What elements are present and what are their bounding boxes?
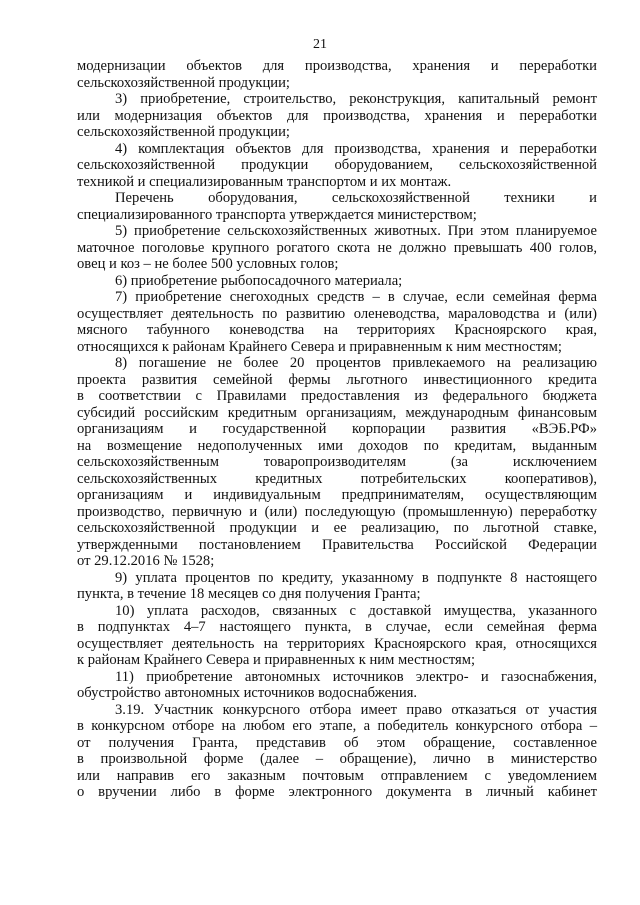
text-line: от получения Гранта, представив об этом обращение, составленное bbox=[77, 734, 597, 751]
text-line: мясного табунного коневодства на территориях Красноярского края, bbox=[77, 322, 597, 338]
text-line: обустройство автономных источников водоснабжения. bbox=[77, 685, 418, 701]
text-line: 9) уплата процентов по кредиту, указанному в подпункте 8 настоящего bbox=[115, 569, 597, 586]
text-line: на возмещение недополученных ими доходов по кредитам, выданным bbox=[77, 437, 597, 454]
text-line: 3) приобретение, строительство, реконструкция, капитальный ремонт bbox=[115, 91, 597, 107]
text-line: специализированного транспорта утверждается министерством; bbox=[77, 206, 477, 223]
text-line: в конкурсном отборе на любом его этапе, а победитель конкурсного отбора – bbox=[77, 718, 597, 734]
text-line: организациям и индивидуальным предпринимателям, осуществляющим bbox=[77, 487, 597, 503]
text-line: производство, первичную и (или) последующую (промышленную) переработку bbox=[77, 503, 597, 520]
text-line: 8) погашение не более 20 процентов привлекаемого на реализацию bbox=[115, 355, 597, 371]
text-line: осуществляет деятельность по развитию оленеводства, мараловодства и (или) bbox=[77, 305, 597, 322]
text-line: Перечень оборудования, сельскохозяйственной техники и bbox=[115, 190, 597, 206]
text-line: в подпунктах 4–7 настоящего пункта, в случае, если семейная ферма bbox=[77, 619, 597, 635]
text-line: 7) приобретение снегоходных средств – в случае, если семейная ферма bbox=[115, 289, 597, 305]
text-line: в соответствии с Правилами предоставления из федерального бюджета bbox=[77, 388, 597, 404]
page-number: 21 bbox=[313, 37, 327, 52]
text-line: модернизации объектов для производства, хранения и переработки bbox=[77, 58, 597, 74]
text-line: в произвольной форме (далее – обращение), лично в министерство bbox=[77, 751, 597, 767]
text-line: сельскохозяйственной продукции; bbox=[77, 74, 290, 91]
text-line: относящихся к районам Крайнего Севера и приравненным к ним местностям; bbox=[77, 338, 562, 355]
text-line: осуществляет деятельность на территориях Красноярского края, относящихся bbox=[77, 635, 597, 652]
text-line: проекта развития семейной фермы льготного инвестиционного кредита bbox=[77, 371, 597, 388]
text-line: о вручении либо в форме электронного документа в личный кабинет bbox=[77, 784, 597, 800]
text-line: 6) приобретение рыбопосадочного материала; bbox=[115, 272, 403, 289]
text-line: от 29.12.2016 № 1528; bbox=[77, 553, 215, 569]
text-line: техникой и специализированным транспортом и их монтаж. bbox=[77, 173, 452, 190]
text-line: маточное поголовье крупного рогатого скота не должно превышать 400 голов, bbox=[77, 239, 597, 256]
text-line: или модернизация объектов для производства, хранения и переработки bbox=[77, 107, 597, 124]
text-line: сельскохозяйственных кредитных потребительских кооперативов), bbox=[77, 470, 597, 487]
text-line: пункта, в течение 18 месяцев со дня получения Гранта; bbox=[77, 586, 421, 602]
document-body bbox=[77, 58, 597, 801]
text-line: 11) приобретение автономных источников электро- и газоснабжения, bbox=[115, 668, 597, 685]
text-line: сельскохозяйственной продукции; bbox=[77, 124, 290, 140]
text-line: сельскохозяйственной продукции и ее реализацию, по льготной ставке, bbox=[77, 520, 597, 536]
text-line: субсидий российским кредитным организациям, международным финансовым bbox=[77, 404, 597, 421]
text-line: 5) приобретение сельскохозяйственных животных. При этом планируемое bbox=[115, 223, 597, 239]
text-line: 10) уплата расходов, связанных с доставкой имущества, указанного bbox=[115, 602, 597, 619]
text-line: овец и коз – не более 500 условных голов; bbox=[77, 256, 339, 272]
text-line: сельскохозяйственной продукции оборудованием, сельскохозяйственной bbox=[77, 157, 597, 173]
text-line: утвержденными постановлением Правительства Российской Федерации bbox=[77, 536, 597, 553]
text-line: или направив его заказным почтовым отправлением с уведомлением bbox=[77, 767, 597, 784]
text-line: к районам Крайнего Севера и приравненных к ним местностям; bbox=[77, 652, 476, 668]
text-line: 4) комплектация объектов для производства, хранения и переработки bbox=[115, 140, 597, 157]
text-line: 3.19. Участник конкурсного отбора имеет право отказаться от участия bbox=[115, 701, 597, 718]
text-line: сельскохозяйственным товаропроизводителям (за исключением bbox=[77, 454, 597, 470]
text-line: организациям и государственной корпорации развития «ВЭБ.РФ» bbox=[77, 421, 597, 437]
